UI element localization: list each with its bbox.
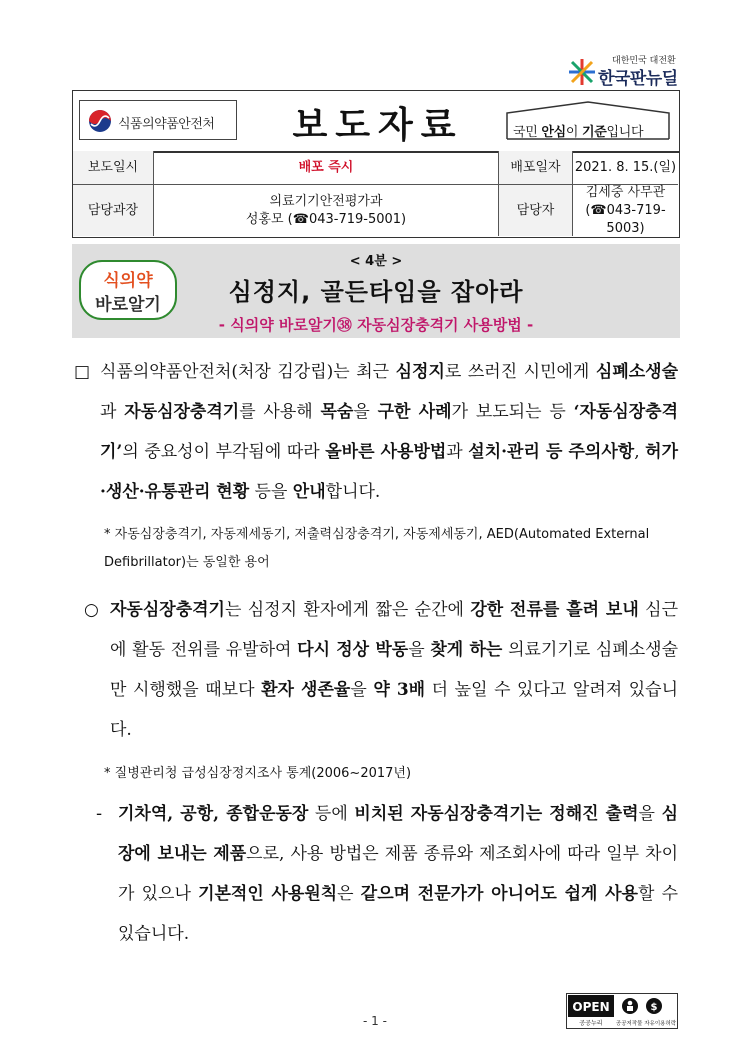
officer-name: 김세중 사무관 [585, 184, 666, 200]
emphasis-text: 약 3배 [373, 680, 426, 700]
emphasis-text: 허가·생산·유통관리 현황 [100, 442, 679, 502]
department-contact: 성홍모 (☎043-719-5001) [245, 211, 407, 227]
brand-big-text: 한국판뉴딜 [598, 69, 678, 89]
emphasis-text: ‘자동심장충격기’ [100, 402, 679, 462]
distribution-date-label: 배포일자 [499, 151, 573, 185]
emphasis-text: 올바른 사용방법 [325, 442, 447, 462]
slogan-part: 이 [565, 125, 582, 140]
emphasis-text: 심정지 [395, 362, 445, 382]
slogan-part: 국민 [513, 125, 542, 140]
kogl-open-license-logo [566, 993, 678, 1029]
slogan-part: 입니다 [606, 125, 644, 140]
slogan-box [505, 99, 671, 141]
distribution-date-value: 2021. 8. 15.(일) [573, 151, 678, 185]
ministry-name: 식품의약품안전처 [118, 117, 215, 132]
paragraph-intro: 식품의약품안전처(처장 김강립)는 최근 심정지로 쓰러진 시민에게 심폐소생술과 자동심장충격기를 사용해 목숨을 구한 사례가 보도되는 등 ‘자동심장충격기’의 중요성이 부각됨에 따라 올바른 사용방법과 설치·관리 등 주의사항, 허가·생산·유통관리 현황 등을 안내합니다. [100, 362, 679, 502]
page-number: - 1 - [363, 1014, 387, 1028]
officer-label: 담당자 [499, 185, 573, 236]
release-time-value: 배포 즉시 [154, 151, 499, 185]
ministry-logo-box [79, 100, 237, 140]
government-emblem-icon [88, 109, 112, 133]
emphasis-text: 같으며 전문가가 아니어도 쉽게 사용 [360, 884, 638, 904]
department-name: 의료기기안전평가과 [269, 193, 383, 209]
open-label: OPEN [572, 1000, 610, 1014]
officer-value [573, 185, 678, 236]
release-time-label: 보도일시 [73, 151, 154, 185]
emphasis-text: 자동심장충격기 [124, 402, 240, 422]
emphasis-text: 비치된 자동심장충격기는 정해진 출력 [354, 804, 639, 824]
emphasis-text: 구한 사례 [377, 402, 452, 422]
emphasis-text: 다시 정상 박동 [297, 640, 409, 660]
svg-text:$: $ [650, 1002, 658, 1013]
department-label: 담당과장 [73, 185, 154, 236]
paragraph-usage: 기차역, 공항, 종합운동장 등에 비치된 자동심장충격기는 정해진 출력을 심장에 보내는 제품으로, 사용 방법은 제품 종류와 제조회사에 따라 일부 차이가 있으나 기본적인 사용원칙은 같으며 전문가가 아니어도 쉽게 사용할 수 있습니다. [118, 804, 679, 944]
emphasis-text: 심장에 보내는 제품 [118, 804, 679, 864]
new-deal-star-icon [568, 58, 596, 86]
emphasis-text: 찾게 하는 [430, 640, 503, 660]
press-header-table [72, 90, 680, 238]
band-subheading: < 4분 > [349, 254, 403, 269]
page-title: 보도자료 [292, 104, 464, 146]
brand-small-text: 대한민국 대전환 [612, 56, 676, 66]
mascot-text-top: 식의약 [103, 271, 153, 291]
emphasis-text: 환자 생존율 [261, 680, 351, 700]
open-sub-label: 공공누리 [579, 1020, 603, 1027]
headline: 심정지, 골든타임을 잡아라 [228, 278, 524, 306]
dash-bullet: - [96, 804, 103, 824]
emphasis-text: 자동심장충격기 [110, 600, 225, 620]
emphasis-text: 기본적인 사용원칙 [198, 884, 338, 904]
korean-new-deal-logo [568, 52, 683, 88]
emphasis-text: 심폐소생술 [595, 362, 679, 382]
department-value [154, 185, 499, 236]
slogan-text [513, 121, 643, 140]
emphasis-text: 안내 [292, 482, 326, 502]
slogan-bold-safety: 안심 [541, 125, 566, 140]
mascot-text-bottom: 바로알기 [95, 295, 161, 315]
emphasis-text: 목숨 [320, 402, 354, 422]
title-band [72, 244, 680, 338]
circle-bullet: ○ [84, 600, 99, 620]
square-bullet: □ [74, 362, 91, 382]
footnote-terms: * 자동심장충격기, 자동제세동기, 저출력심장충격기, 자동제세동기, AED(Automated External Defibrillator)는 동일한 용어 [104, 527, 650, 570]
emphasis-text: 설치·관리 등 주의사항 [468, 442, 635, 462]
series-subtitle: - 식의약 바로알기㊳ 자동심장충격기 사용방법 - [218, 316, 534, 334]
officer-contact: (☎043-719-5003) [585, 202, 666, 236]
open-caption: 공공저작물 자유이용허락 [615, 1021, 677, 1027]
footnote-statistics: * 질병관리청 급성심장정지조사 통계(2006~2017년) [104, 766, 412, 781]
header-top-row [73, 91, 679, 153]
slogan-bold-standard: 기준 [581, 125, 607, 140]
emphasis-text: 강한 전류를 흘려 보내 [470, 600, 639, 620]
paragraph-aed-description: 자동심장충격기는 심정지 환자에게 짧은 순간에 강한 전류를 흘려 보내 심근에 활동 전위를 유발하여 다시 정상 박동을 찾게 하는 의료기기로 심폐소생술만 시행했을 때보다 환자 생존율을 약 3배 더 높일 수 있다고 알려져 있습니다. [110, 600, 679, 740]
emphasis-text: 기차역, 공항, 종합운동장 [118, 804, 309, 824]
